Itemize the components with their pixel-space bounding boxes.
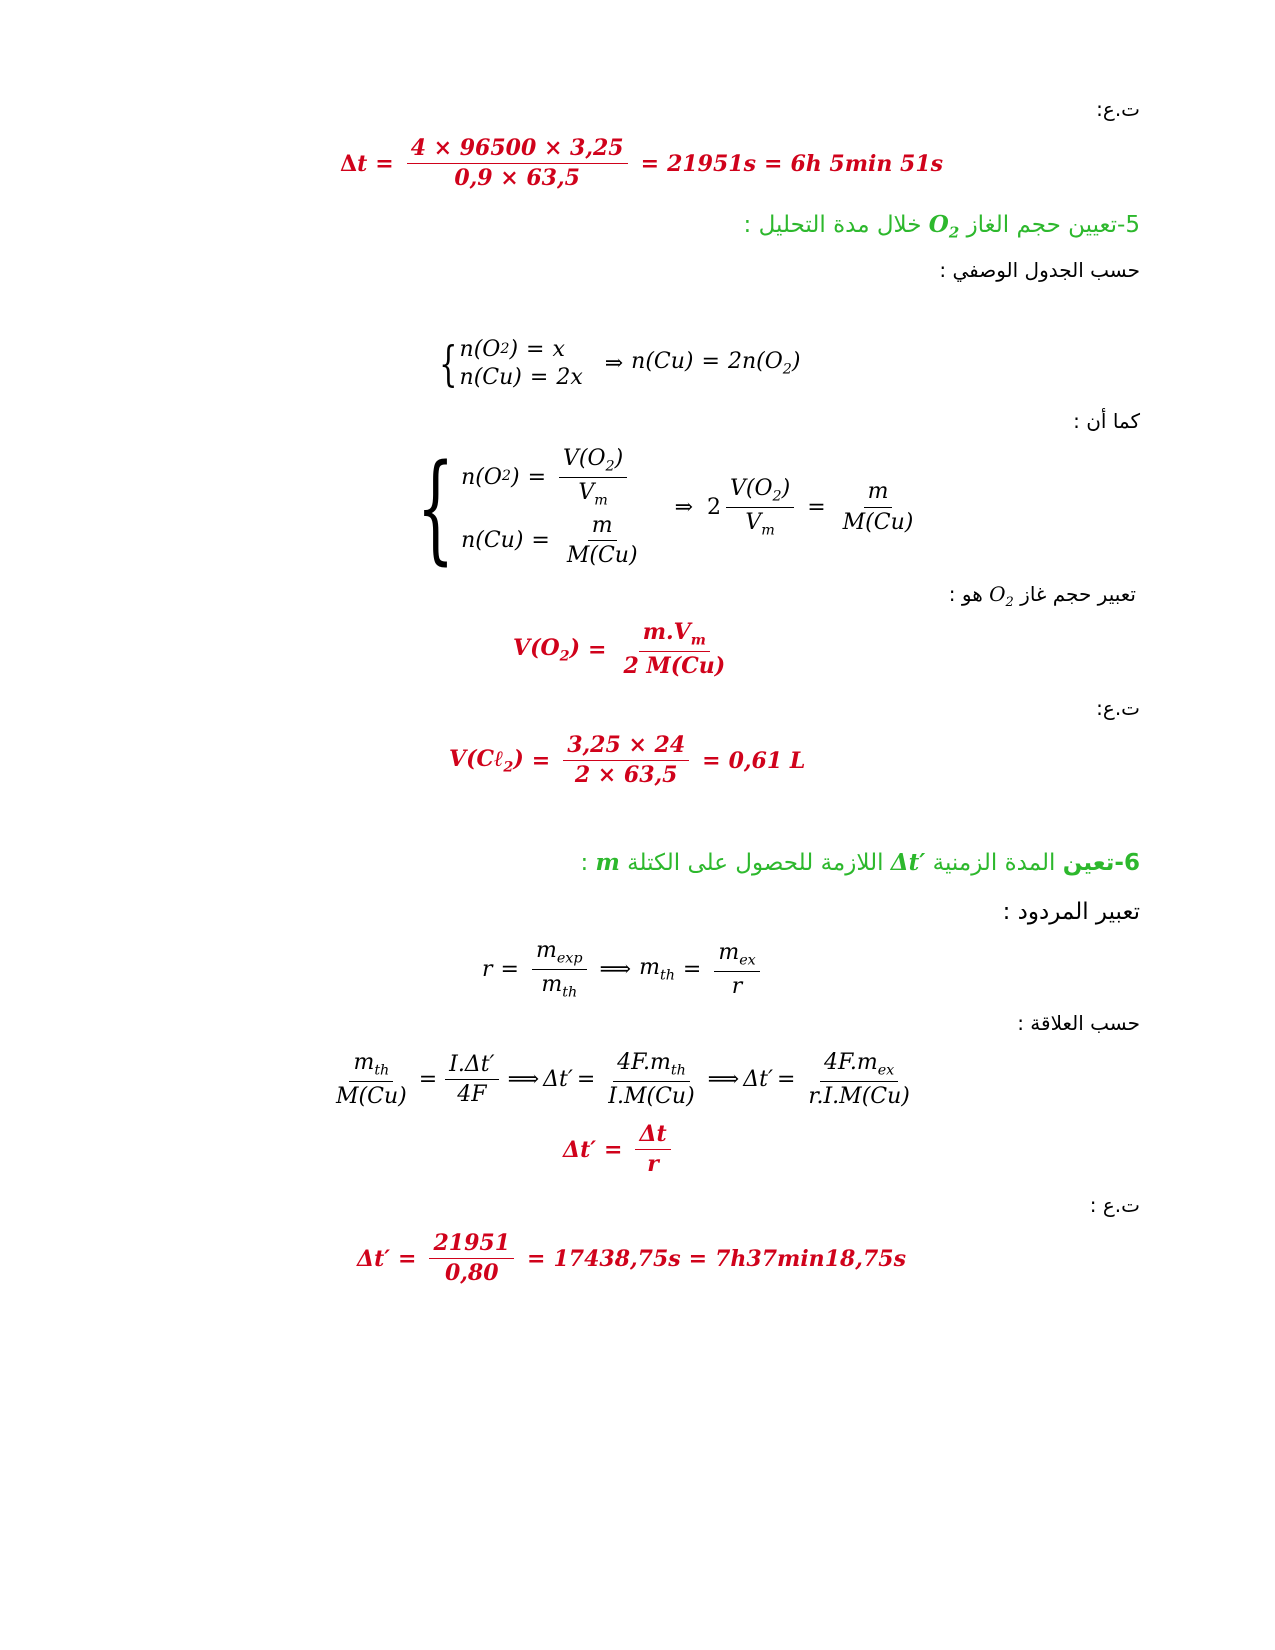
equation-volume-formula: $V(O_2)$ = $\frac{m.V_m}{2 M(Cu)}$ (513, 619, 726, 679)
eq1-seconds: 51 (900, 150, 931, 177)
eq3-two: 2 (707, 494, 721, 520)
eq1-result-seconds: 21951 (667, 150, 744, 177)
eq5-numerator: 3,25 × 24 (563, 733, 689, 761)
computation-label-2: ت.ع: (1096, 696, 1140, 720)
equation-mole-relation: { n(O 2 ) = x n(Cu) = 2x ⇒ $n(Cu) = 2n(O_2)$ (439, 335, 801, 392)
eq2-two: 2 (727, 349, 742, 375)
question-5-heading: 5-تعيين حجم الغاز $O_2$ خلال مدة التحليل : (743, 211, 1140, 242)
computation-label-1: ت.ع: (1096, 97, 1140, 121)
equation-duration: Δ t = $\frac{4 \times 96500 \times 3,25}{0,9 \times 63,5}$ = 21951 s = 6 h 5 min 51 s (340, 135, 944, 192)
also-label: كما أن : (1073, 409, 1140, 433)
eq5-denominator: 2 × 63,5 (574, 762, 678, 789)
eq8-numerator: 21951 (429, 1231, 514, 1259)
yield-expression-label: تعبير المردود : (1002, 899, 1140, 925)
eq1-hours: 6 (790, 150, 806, 177)
equation-time-value: Δt′ = $\frac{21951}{0,80}$ = 17438,75 s = 7 h 37 min 18,75 s (357, 1230, 906, 1287)
computation-label-3: ت.ع : (1089, 1193, 1140, 1217)
eq2-x: x (552, 337, 565, 362)
equation-yield: r = $\frac{m_{exp}}{m_{th}}$ ⟹ $m_{th}$ = $\frac{m_{ex}}{r}$ (482, 938, 765, 1001)
eq8-result-seconds: 17438,75 (553, 1245, 669, 1272)
volume-expression-label: تعبير حجم غاز $O_2$ هو : (948, 582, 1136, 610)
equation-time-ratio: Δt′ = $\frac{\Delta t}{r}$ (563, 1122, 676, 1178)
table-reference: حسب الجدول الوصفي : (939, 258, 1140, 282)
eq8-hours: 7 (715, 1245, 731, 1272)
eq1-minutes: 5 (829, 150, 845, 177)
equation-time-derivation: $\frac{m_{th}}{M(Cu)}$ = $\frac{I.\Delta t'}{4F}$ ⟹ Δt′ = $\frac{4F.m_{th}}{I.M(Cu)}$ ⟹ Δt′ = $\frac{4F.m_{ex}}{r.I.M(Cu)}$ (336, 1050, 910, 1109)
eq2-2x: 2x (556, 364, 583, 390)
eq8-minutes: 37 (746, 1245, 778, 1272)
eq8-denominator: 0,80 (444, 1260, 499, 1287)
equation-volume-system: { n(O 2 ) = $\frac{V(O_2)}{V_m}$ n(Cu) = $\frac{m}{M(Cu)}$ ⇒ 2 $\frac{V(O_2)}{V_m}$ = $\frac{m}{M(Cu)}$ (416, 438, 914, 577)
relation-label: حسب العلاقة : (1017, 1011, 1140, 1035)
question-6-heading: 6-تعين المدة الزمنية Δt′ اللازمة للحصول على الكتلة m : (580, 849, 1140, 876)
equation-volume-value: V(Cℓ$_2$) = $\frac{3,25 \times 24}{2 \times 63,5}$ = 0,61 L (449, 732, 806, 789)
eq1-numerator: 4 × 96500 × 3,25 (407, 136, 628, 164)
eq5-result: 0,61 (728, 747, 783, 774)
eq8-seconds: 18,75 (824, 1245, 894, 1272)
eq1-denominator: 0,9 × 63,5 (454, 165, 580, 192)
